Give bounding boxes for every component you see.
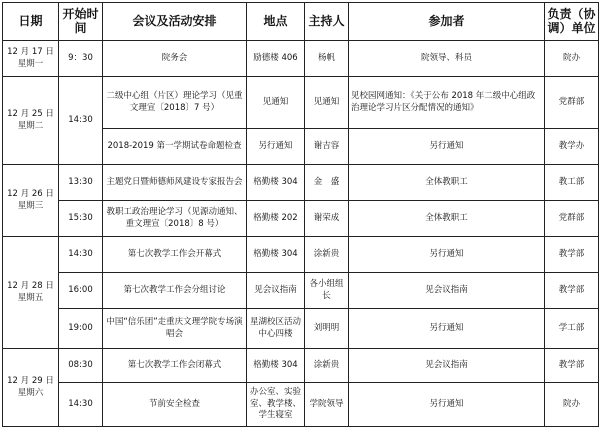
host-cell: 谢荣成 [305, 201, 349, 237]
table-row [3, 237, 599, 273]
date-cell [3, 165, 59, 237]
participants-cell: 另行通知 [349, 129, 545, 165]
date-text: 12 月 26 日 [7, 189, 54, 200]
location-cell: 星湖校区活动中心四楼 [247, 309, 305, 349]
activity-cell: 教职工政治理论学习（见源动通知、重文理宣〔2018〕8 号） [103, 201, 247, 237]
col-header-location: 地点 [247, 3, 305, 41]
host-cell: 见通知 [305, 77, 349, 129]
location-cell: 办公室、实验室、教学楼、学生寝室 [247, 383, 305, 427]
unit-cell: 教学部 [545, 237, 599, 273]
time-cell: 13:30 [59, 165, 103, 201]
time-cell: 08:30 [59, 349, 103, 383]
table-row [3, 273, 599, 309]
date-cell [3, 237, 59, 349]
weekday-text: 星期一 [17, 58, 44, 69]
schedule-table [2, 2, 599, 427]
unit-cell: 学工部 [545, 309, 599, 349]
time-cell: 19:00 [59, 309, 103, 349]
unit-cell: 党群部 [545, 201, 599, 237]
location-cell: 格勤楼 202 [247, 201, 305, 237]
location-cell: 格勤楼 304 [247, 349, 305, 383]
date-cell [3, 349, 59, 427]
date-text: 12 月 29 日 [7, 376, 54, 387]
location-cell: 励德楼 406 [247, 41, 305, 77]
host-cell: 涂新贵 [305, 237, 349, 273]
unit-cell: 党群部 [545, 77, 599, 129]
time-cell: 15:30 [59, 201, 103, 237]
col-header-activity: 会议及活动安排 [103, 3, 247, 41]
host-cell: 各小组组长 [305, 273, 349, 309]
activity-cell: 中国“信乐团”走重庆文理学院专场演唱会 [103, 309, 247, 349]
host-cell: 刘明明 [305, 309, 349, 349]
col-header-start-time: 开始时间 [59, 3, 103, 41]
host-cell: 金 盛 [305, 165, 349, 201]
participants-cell: 见校园网通知：《关于公布 2018 年二级中心组政治理论学习片区分配情况的通知》 [349, 77, 545, 129]
participants-cell: 另行通知 [349, 237, 545, 273]
participants-cell: 见会议指南 [349, 349, 545, 383]
activity-cell: 二级中心组（片区）理论学习（见重文理宣〔2018〕7 号） [103, 77, 247, 129]
host-cell: 谢吉容 [305, 129, 349, 165]
date-text: 12 月 25 日 [7, 109, 54, 120]
time-cell: 9：30 [59, 41, 103, 77]
time-cell: 14:30 [59, 383, 103, 427]
unit-cell: 院办 [545, 41, 599, 77]
table-row [3, 165, 599, 201]
date-cell [3, 41, 59, 77]
activity-cell: 节前安全检查 [103, 383, 247, 427]
activity-cell: 第七次教学工作会分组讨论 [103, 273, 247, 309]
time-cell: 16:00 [59, 273, 103, 309]
host-cell: 杨帆 [305, 41, 349, 77]
participants-cell: 见会议指南 [349, 273, 545, 309]
table-row [3, 77, 599, 129]
location-cell: 格勤楼 304 [247, 237, 305, 273]
weekday-text: 星期六 [17, 387, 44, 398]
unit-cell: 教工部 [545, 165, 599, 201]
date-text: 12 月 28 日 [7, 281, 54, 292]
host-cell: 学院领导 [305, 383, 349, 427]
weekday-text: 星期二 [17, 120, 44, 131]
weekday-text: 星期三 [17, 200, 44, 211]
time-cell: 14:30 [59, 77, 103, 165]
participants-cell: 院领导、科员 [349, 41, 545, 77]
time-cell: 14:30 [59, 237, 103, 273]
location-cell: 见会议指南 [247, 273, 305, 309]
unit-cell: 教学部 [545, 273, 599, 309]
participants-cell: 另行通知 [349, 309, 545, 349]
table-row [3, 201, 599, 237]
header-row [3, 3, 599, 41]
location-cell: 格勤楼 304 [247, 165, 305, 201]
activity-cell: 2018-2019 第一学期试卷命题检查 [103, 129, 247, 165]
weekday-text: 星期五 [17, 292, 44, 303]
table-row [3, 309, 599, 349]
date-text: 12 月 17 日 [7, 47, 54, 58]
location-cell: 另行通知 [247, 129, 305, 165]
table-row [3, 383, 599, 427]
unit-cell: 教学办 [545, 129, 599, 165]
participants-cell: 全体教职工 [349, 201, 545, 237]
col-header-host: 主持人 [305, 3, 349, 41]
activity-cell: 主题党日暨师德师风建设专家报告会 [103, 165, 247, 201]
col-header-participants: 参加者 [349, 3, 545, 41]
activity-cell: 第七次教学工作会开幕式 [103, 237, 247, 273]
unit-cell: 教学部 [545, 349, 599, 383]
table-row [3, 349, 599, 383]
table-row [3, 41, 599, 77]
col-header-date: 日期 [3, 3, 59, 41]
unit-cell: 院办 [545, 383, 599, 427]
location-cell: 见通知 [247, 77, 305, 129]
activity-cell: 第七次教学工作会闭幕式 [103, 349, 247, 383]
host-cell: 涂新贵 [305, 349, 349, 383]
col-header-unit: 负责（协调）单位 [545, 3, 599, 41]
activity-cell: 院务会 [103, 41, 247, 77]
participants-cell: 另行通知 [349, 383, 545, 427]
participants-cell: 全体教职工 [349, 165, 545, 201]
date-cell [3, 77, 59, 165]
